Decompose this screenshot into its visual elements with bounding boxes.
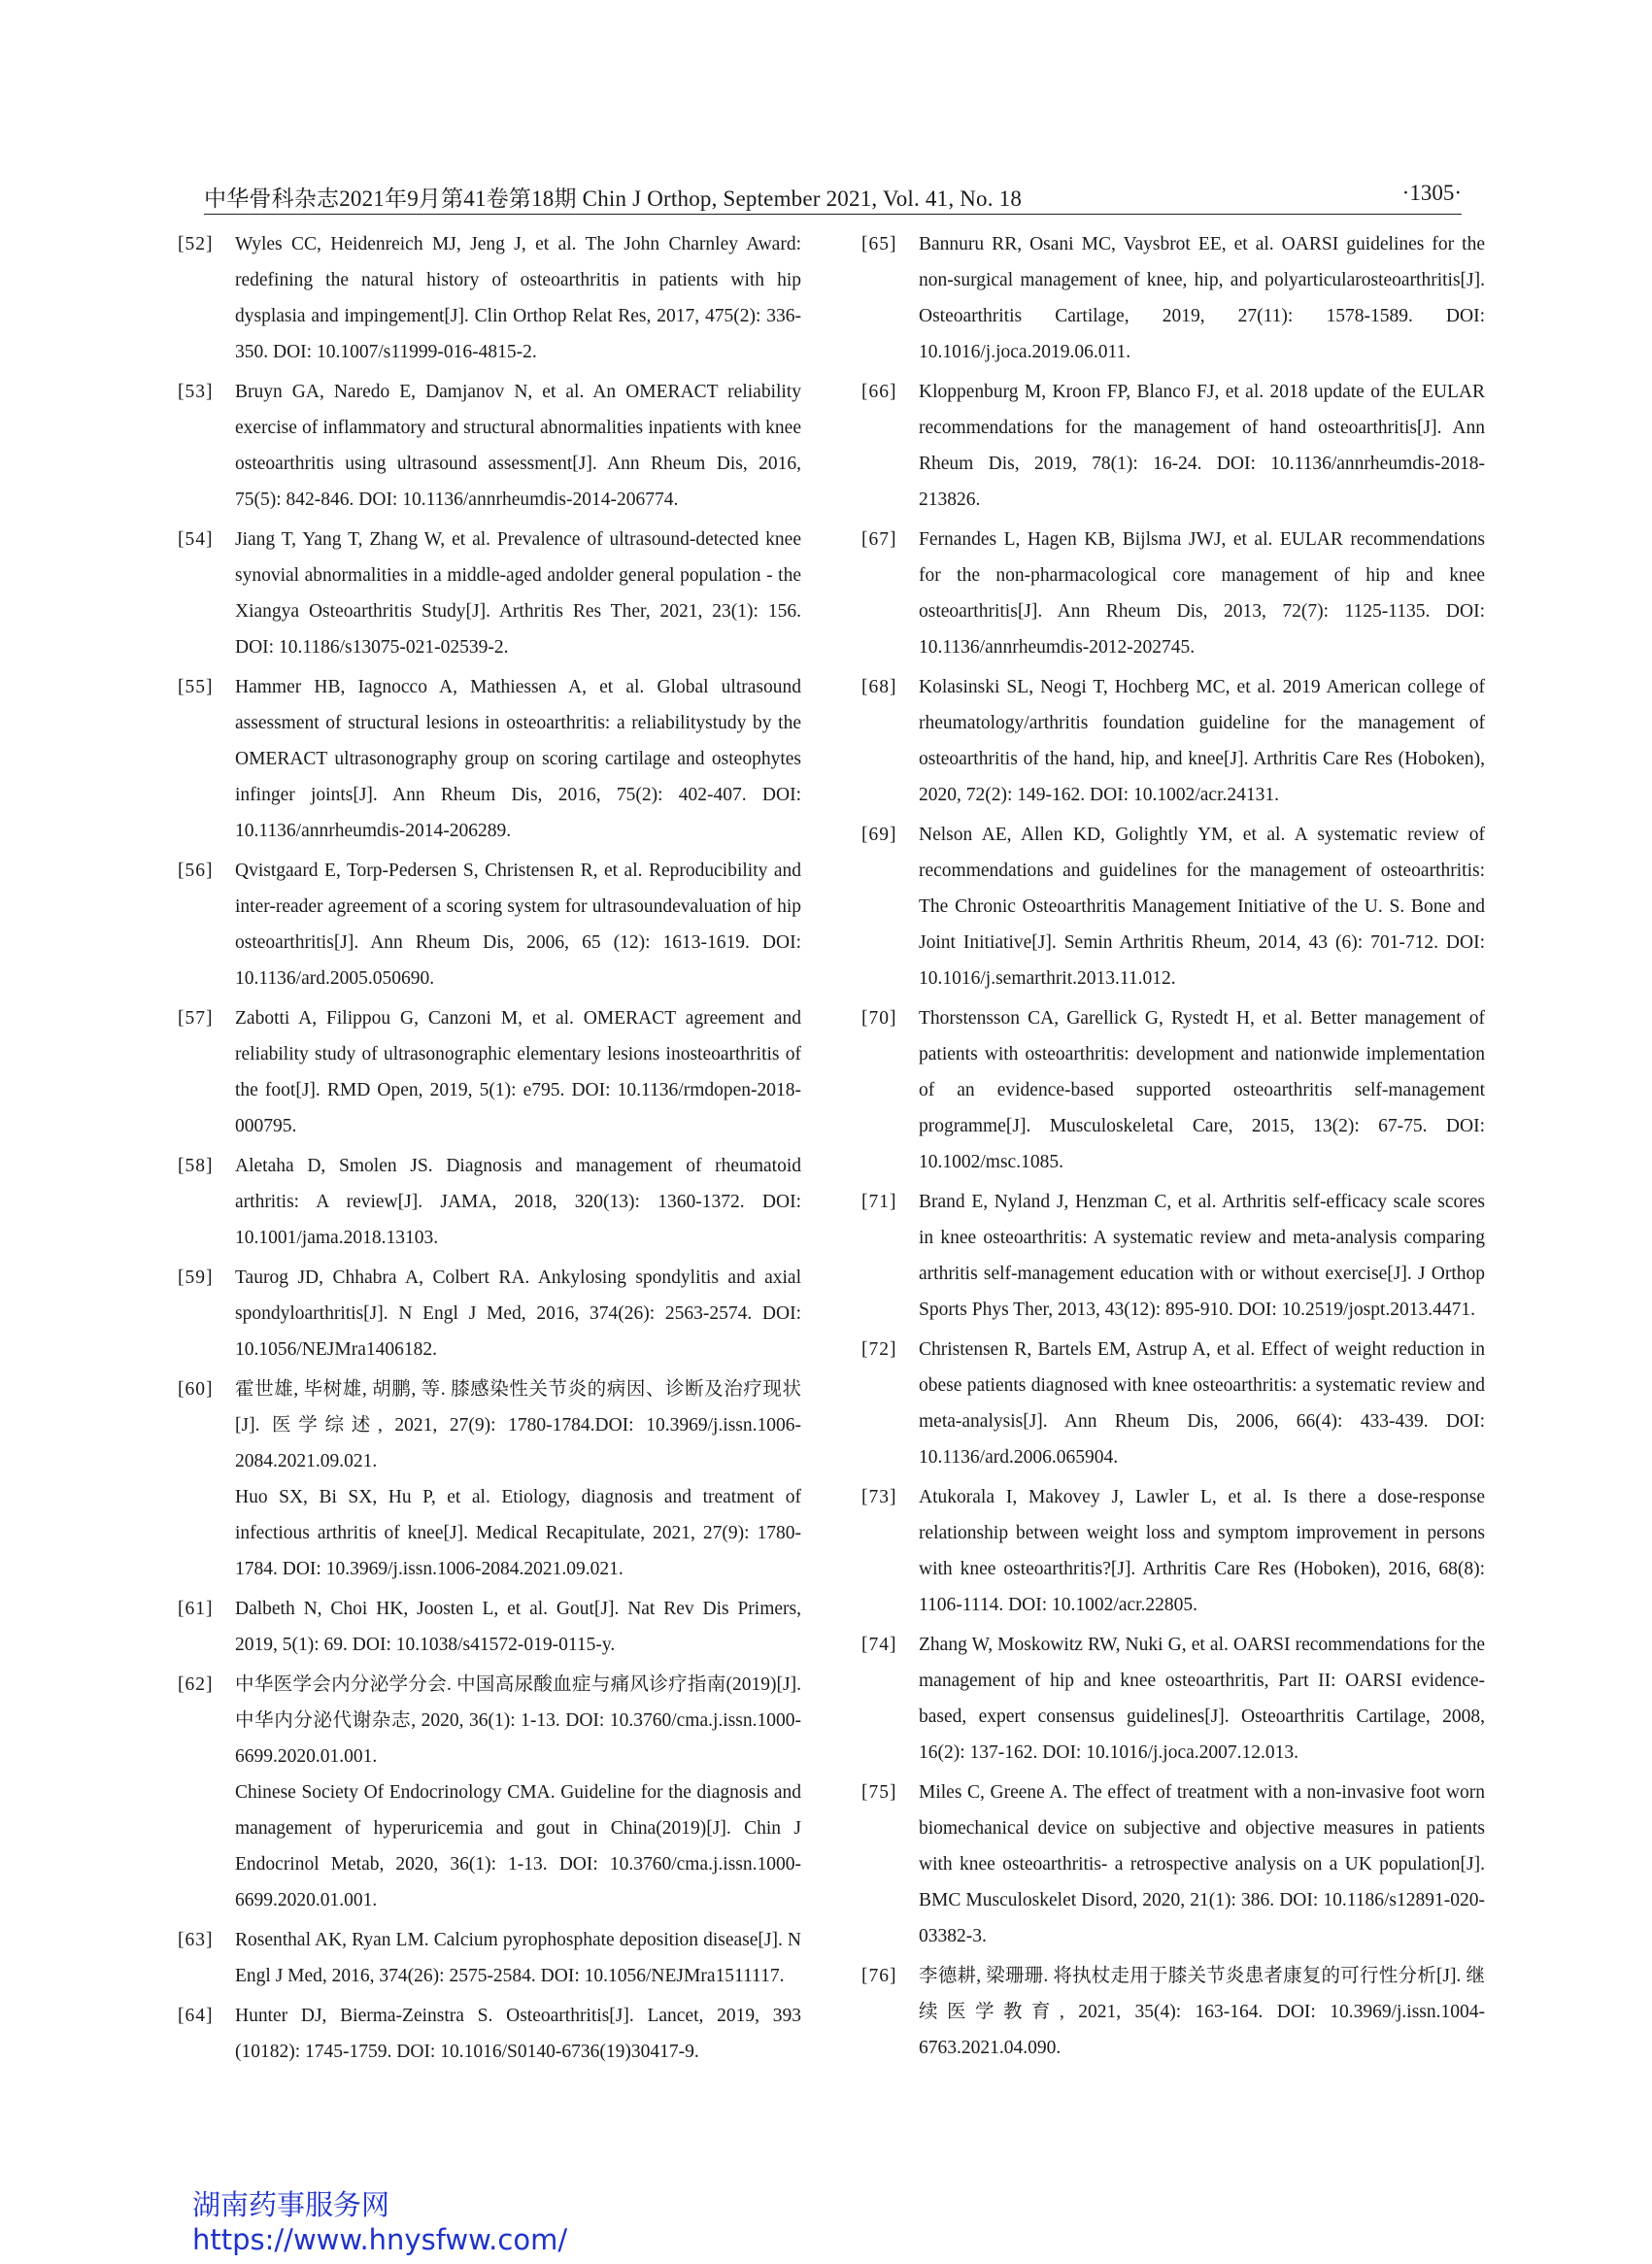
reference-item (178, 1667, 801, 1918)
reference-item (861, 669, 1485, 813)
reference-item (861, 522, 1485, 665)
reference-text: Zabotti A, Filippou G, Canzoni M, et al. OMERACT agreement and reliability study of ultrasonographic elementary lesions inosteoarthritis of the foot[J]. RMD Open, 2019, 5(1): e795. DOI: 10.1136/rmdopen-2018-000795. (235, 1008, 801, 1136)
reference-text: Kloppenburg M, Kroon FP, Blanco FJ, et al. 2018 update of the EULAR recommendations for the management of hand osteoarthritis[J]. Ann Rheum Dis, 2019, 78(1): 16-24. DOI: 10.1136/annrheumdis-2018-213826. (919, 382, 1485, 510)
reference-text: 李德耕, 梁珊珊. 将执杖走用于膝关节炎患者康复的可行性分析[J]. 继续医学教育, 2021, 35(4): 163-164. DOI: 10.3969/j.issn.1004-6763.2021.04.090. (919, 1966, 1485, 2058)
reference-text: Nelson AE, Allen KD, Golightly YM, et al. A systematic review of recommendations and guidelines for the management of osteoarthritis: The Chronic Osteoarthritis Management Initiative of the U. S. Bone and Joint Initiative[J]. Semin Arthritis Rheum, 2014, 43 (6): 701-712. DOI: 10.1016/j.semarthrit.2013.11.012. (919, 825, 1485, 989)
site-url-link[interactable]: https://www.hnysfww.com/ (192, 2223, 568, 2256)
reference-item (178, 1998, 801, 2070)
reference-number: [58] (178, 1156, 214, 1176)
references-column-right (861, 226, 1485, 2070)
reference-text: Brand E, Nyland J, Henzman C, et al. Arthritis self-efficacy scale scores in knee osteoarthritis: A systematic review and meta-analysis comparing arthritis self-management education with or without exercise[J]. J Orthop Sports Phys Ther, 2013, 43(12): 895-910. DOI: 10.2519/jospt.2013.4471. (919, 1192, 1485, 1320)
reference-item (861, 1627, 1485, 1771)
reference-text: Dalbeth N, Choi HK, Joosten L, et al. Gout[J]. Nat Rev Dis Primers, 2019, 5(1): 69. DOI: 10.1038/s41572-019-0115-y. (235, 1599, 801, 1655)
running-header (204, 181, 1462, 215)
reference-number: [67] (861, 529, 897, 550)
reference-number: [52] (178, 234, 214, 254)
reference-text: Fernandes L, Hagen KB, Bijlsma JWJ, et al. EULAR recommendations for the non-pharmacological core management of hip and knee osteoarthritis[J]. Ann Rheum Dis, 2013, 72(7): 1125-1135. DOI: 10.1136/annrheumdis-2012-202745. (919, 529, 1485, 658)
reference-item (861, 1184, 1485, 1328)
reference-number: [73] (861, 1487, 897, 1507)
reference-item (178, 853, 801, 997)
reference-text: Hunter DJ, Bierma-Zeinstra S. Osteoarthritis[J]. Lancet, 2019, 393 (10182): 1745-1759. DOI: 10.1016/S0140-6736(19)30417-9. (235, 2006, 801, 2062)
reference-number: [76] (861, 1966, 897, 1986)
reference-text: Aletaha D, Smolen JS. Diagnosis and management of rheumatoid arthritis: A review[J]. JAMA, 2018, 320(13): 1360-1372. DOI: 10.1001/jama.2018.13103. (235, 1156, 801, 1248)
reference-text: Taurog JD, Chhabra A, Colbert RA. Ankylosing spondylitis and axial spondyloarthritis[J]. N Engl J Med, 2016, 374(26): 2563-2574. DOI: 10.1056/NEJMra1406182. (235, 1267, 801, 1360)
reference-text: Bruyn GA, Naredo E, Damjanov N, et al. An OMERACT reliability exercise of inflammatory and structural abnormalities inpatients with knee osteoarthritis using ultrasound assessment[J]. Ann Rheum Dis, 2016, 75(5): 842-846. DOI: 10.1136/annrheumdis-2014-206774. (235, 382, 801, 510)
page-number: ·1305· (1401, 181, 1462, 205)
reference-number: [71] (861, 1192, 897, 1212)
reference-number: [70] (861, 1008, 897, 1029)
reference-item (178, 669, 801, 849)
reference-item (861, 1332, 1485, 1475)
reference-item (178, 1591, 801, 1663)
reference-item (178, 1260, 801, 1368)
journal-citation: 中华骨科杂志2021年9月第41卷第18期 Chin J Orthop, September 2021, Vol. 41, No. 18 (204, 186, 1023, 211)
reference-text: Zhang W, Moskowitz RW, Nuki G, et al. OARSI recommendations for the management of hip and knee osteoarthritis, Part II: OARSI evidence-based, expert consensus guidelines[J]. Osteoarthritis Cartilage, 2008, 16(2): 137-162. DOI: 10.1016/j.joca.2007.12.013. (919, 1635, 1485, 1763)
reference-item (178, 1148, 801, 1256)
reference-number: [74] (861, 1635, 897, 1655)
watermark-footer (192, 2187, 567, 2257)
reference-text: Atukorala I, Makovey J, Lawler L, et al. Is there a dose-response relationship between weight loss and symptom improvement in persons with knee osteoarthritis?[J]. Arthritis Care Res (Hoboken), 2016, 68(8): 1106-1114. DOI: 10.1002/acr.22805. (919, 1487, 1485, 1615)
reference-number: [72] (861, 1339, 897, 1360)
reference-number: [69] (861, 825, 897, 845)
reference-text: Bannuru RR, Osani MC, Vaysbrot EE, et al. OARSI guidelines for the non-surgical management of knee, hip, and polyarticularosteoarthritis[J]. Osteoarthritis Cartilage, 2019, 27(11): 1578-1589. DOI: 10.1016/j.joca.2019.06.011. (919, 234, 1485, 362)
reference-translation: Huo SX, Bi SX, Hu P, et al. Etiology, diagnosis and treatment of infectious arthritis of knee[J]. Medical Recapitulate, 2021, 27(9): 1780-1784. DOI: 10.3969/j.issn.1006-2084.2021.09.021. (235, 1487, 801, 1579)
reference-item (861, 1000, 1485, 1180)
reference-number: [55] (178, 677, 214, 697)
reference-number: [53] (178, 382, 214, 402)
reference-item (178, 226, 801, 370)
reference-text: Kolasinski SL, Neogi T, Hochberg MC, et al. 2019 American college of rheumatology/arthritis foundation guideline for the management of osteoarthritis of the hand, hip, and knee[J]. Arthritis Care Res (Hoboken), 2020, 72(2): 149-162. DOI: 10.1002/acr.24131. (919, 677, 1485, 805)
reference-item (861, 1479, 1485, 1623)
reference-number: [54] (178, 529, 214, 550)
reference-text: Hammer HB, Iagnocco A, Mathiessen A, et al. Global ultrasound assessment of structural lesions in osteoarthritis: a reliabilitystudy by the OMERACT ultrasonography group on scoring cartilage and osteophytes infinger joints[J]. Ann Rheum Dis, 2016, 75(2): 402-407. DOI: 10.1136/annrheumdis-2014-206289. (235, 677, 801, 841)
reference-item (178, 374, 801, 518)
reference-number: [68] (861, 677, 897, 697)
reference-number: [65] (861, 234, 897, 254)
reference-number: [61] (178, 1599, 214, 1619)
site-name: 湖南药事服务网 (192, 2188, 390, 2221)
reference-number: [62] (178, 1674, 214, 1695)
reference-number: [75] (861, 1782, 897, 1803)
reference-number: [66] (861, 382, 897, 402)
reference-number: [56] (178, 861, 214, 881)
reference-item (178, 1000, 801, 1144)
reference-text: Wyles CC, Heidenreich MJ, Jeng J, et al. The John Charnley Award: redefining the natural history of osteoarthritis in patients with hip dysplasia and impingement[J]. Clin Orthop Relat Res, 2017, 475(2): 336-350. DOI: 10.1007/s11999-016-4815-2. (235, 234, 801, 362)
reference-text: Thorstensson CA, Garellick G, Rystedt H, et al. Better management of patients with osteoarthritis: development and nationwide implementation of an evidence-based supported osteoarthritis self-management programme[J]. Musculoskeletal Care, 2015, 13(2): 67-75. DOI: 10.1002/msc.1085. (919, 1008, 1485, 1172)
reference-item (861, 817, 1485, 997)
reference-item (178, 522, 801, 665)
reference-text: 霍世雄, 毕树雄, 胡鹏, 等. 膝感染性关节炎的病因、诊断及治疗现状[J]. 医学综述, 2021, 27(9): 1780-1784.DOI: 10.3969/j.issn.1006-2084.2021.09.021. (235, 1379, 801, 1471)
references-column-left (178, 226, 801, 2074)
reference-number: [60] (178, 1379, 214, 1400)
reference-item (178, 1371, 801, 1587)
reference-item (178, 1922, 801, 1994)
reference-text: Rosenthal AK, Ryan LM. Calcium pyrophosphate deposition disease[J]. N Engl J Med, 2016, 374(26): 2575-2584. DOI: 10.1056/NEJMra1511117. (235, 1930, 801, 1986)
reference-item (861, 374, 1485, 518)
reference-item (861, 226, 1485, 370)
reference-text: Miles C, Greene A. The effect of treatment with a non-invasive foot worn biomechanical device on subjective and objective measures in patients with knee osteoarthritis- a retrospective analysis on a UK population[J]. BMC Musculoskelet Disord, 2020, 21(1): 386. DOI: 10.1186/s12891-020-03382-3. (919, 1782, 1485, 1946)
reference-number: [63] (178, 1930, 214, 1950)
reference-number: [64] (178, 2006, 214, 2026)
reference-text: 中华医学会内分泌学分会. 中国高尿酸血症与痛风诊疗指南(2019)[J]. 中华内分泌代谢杂志, 2020, 36(1): 1-13. DOI: 10.3760/cma.j.issn.1000-6699.2020.01.001. (235, 1674, 801, 1767)
reference-text: Christensen R, Bartels EM, Astrup A, et al. Effect of weight reduction in obese patients diagnosed with knee osteoarthritis: a systematic review and meta-analysis[J]. Ann Rheum Dis, 2006, 66(4): 433-439. DOI: 10.1136/ard.2006.065904. (919, 1339, 1485, 1468)
reference-item (861, 1958, 1485, 2066)
reference-item (861, 1774, 1485, 1954)
reference-translation: Chinese Society Of Endocrinology CMA. Guideline for the diagnosis and management of hyperuricemia and gout in China(2019)[J]. Chin J Endocrinol Metab, 2020, 36(1): 1-13. DOI: 10.3760/cma.j.issn.1000-6699.2020.01.001. (235, 1782, 801, 1910)
reference-number: [57] (178, 1008, 214, 1029)
reference-text: Jiang T, Yang T, Zhang W, et al. Prevalence of ultrasound-detected knee synovial abnormalities in a middle-aged andolder general population - the Xiangya Osteoarthritis Study[J]. Arthritis Res Ther, 2021, 23(1): 156. DOI: 10.1186/s13075-021-02539-2. (235, 529, 801, 658)
reference-number: [59] (178, 1267, 214, 1288)
reference-text: Qvistgaard E, Torp-Pedersen S, Christensen R, et al. Reproducibility and inter-reader agreement of a scoring system for ultrasoundevaluation of hip osteoarthritis[J]. Ann Rheum Dis, 2006, 65 (12): 1613-1619. DOI: 10.1136/ard.2005.050690. (235, 861, 801, 989)
